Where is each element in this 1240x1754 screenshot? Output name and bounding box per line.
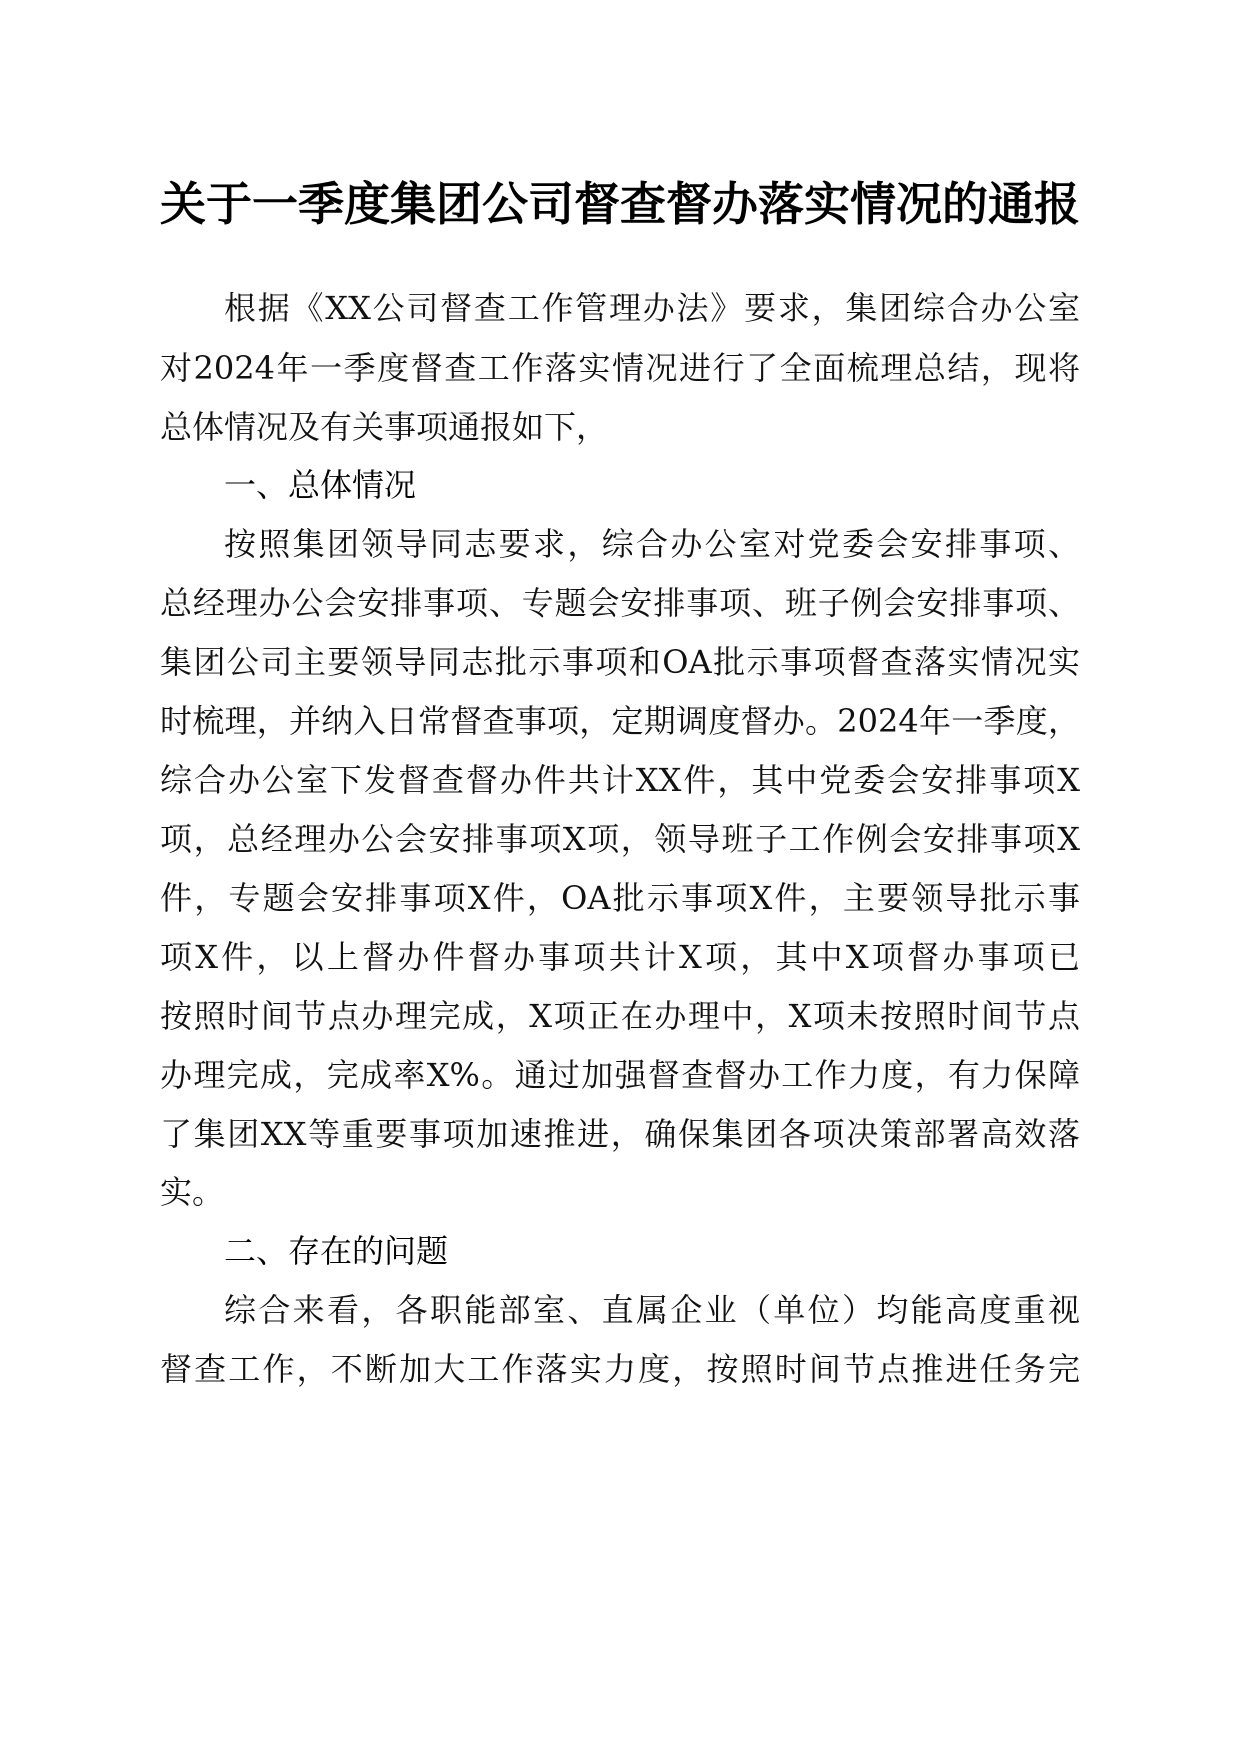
paragraph-line: 了集团XX等重要事项加速推进，确保集团各项决策部署高效落 [160, 1115, 1080, 1153]
paragraph-line: 时梳理，并纳入日常督查事项，定期调度督办。2024年一季度， [160, 702, 1080, 740]
paragraph-line: 件，专题会安排事项X件，OA批示事项X件，主要领导批示事 [160, 879, 1080, 917]
paragraph-line: 项X件，以上督办件督办事项共计X项，其中X项督办事项已 [160, 938, 1080, 976]
document-title: 关于一季度集团公司督查督办落实情况的通报 [160, 177, 1080, 231]
intro-line: 对2024年一季度督查工作落实情况进行了全面梳理总结，现将 [160, 349, 1080, 387]
section-heading-problems: 二、存在的问题 [224, 1232, 449, 1270]
paragraph-line: 督查工作，不断加大工作落实力度，按照时间节点推进任务完 [160, 1350, 1080, 1388]
paragraph-line: 综合来看，各职能部室、直属企业（单位）均能高度重视 [224, 1291, 1080, 1329]
intro-line: 根据《XX公司督查工作管理办法》要求，集团综合办公室 [224, 289, 1080, 327]
paragraph-line: 按照集团领导同志要求，综合办公室对党委会安排事项、 [224, 525, 1080, 563]
paragraph-line: 集团公司主要领导同志批示事项和OA批示事项督查落实情况实 [160, 643, 1080, 681]
paragraph-line: 项，总经理办公会安排事项X项，领导班子工作例会安排事项X [160, 820, 1080, 858]
paragraph-line: 总经理办公会安排事项、专题会安排事项、班子例会安排事项、 [160, 584, 1080, 622]
intro-line: 总体情况及有关事项通报如下， [160, 408, 609, 446]
paragraph-line: 实。 [160, 1173, 225, 1211]
paragraph-line: 按照时间节点办理完成，X项正在办理中，X项未按照时间节点 [160, 997, 1080, 1035]
section-heading-overview: 一、总体情况 [224, 466, 417, 504]
paragraph-line: 办理完成，完成率X%。通过加强督查督办工作力度，有力保障 [160, 1056, 1080, 1094]
paragraph-line: 综合办公室下发督查督办件共计XX件，其中党委会安排事项X [160, 761, 1080, 799]
